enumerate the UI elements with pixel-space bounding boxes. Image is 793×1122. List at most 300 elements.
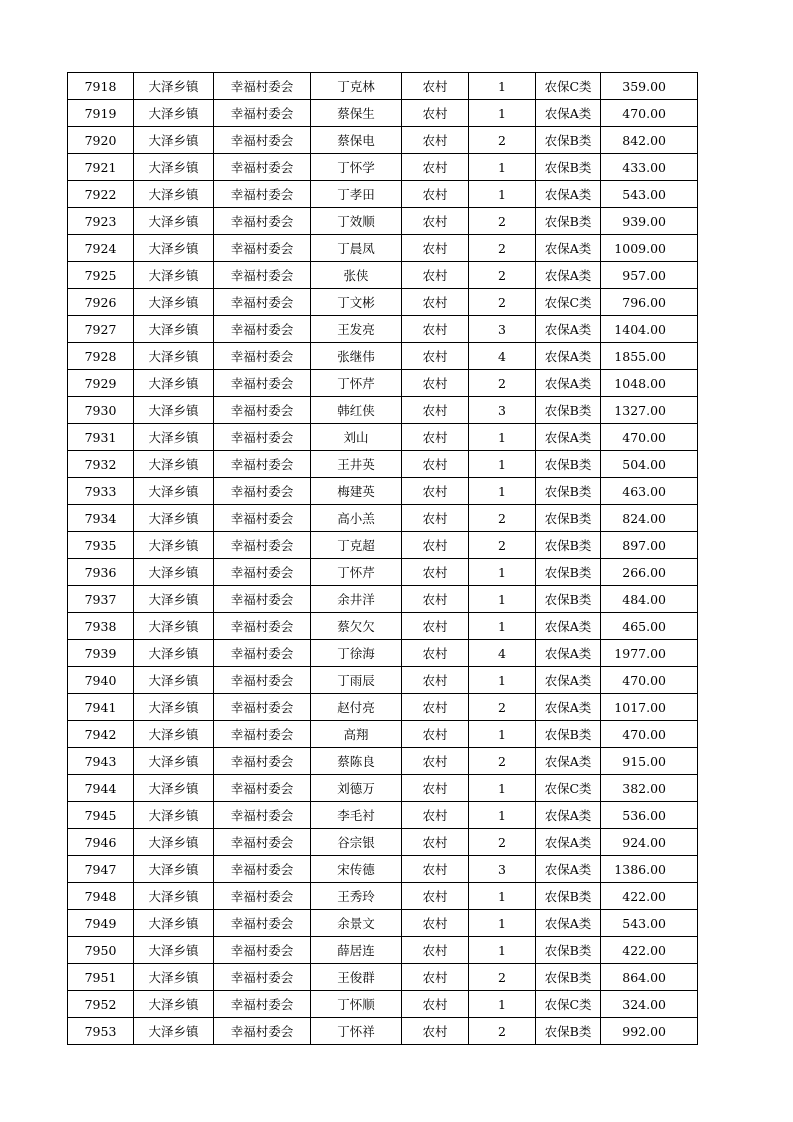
- person-name-cell: 蔡陈良: [311, 748, 402, 775]
- household-count-cell: 1: [469, 100, 536, 127]
- insurance-class-cell: 农保C类: [536, 991, 601, 1018]
- person-name-cell: 王俊群: [311, 964, 402, 991]
- township-cell: 大泽乡镇: [134, 532, 214, 559]
- household-count-cell: 1: [469, 559, 536, 586]
- person-name-cell: 高翔: [311, 721, 402, 748]
- residence-type-cell: 农村: [402, 424, 469, 451]
- village-committee-cell: 幸福村委会: [214, 586, 311, 613]
- insurance-class-cell: 农保A类: [536, 694, 601, 721]
- record-id-cell: 7944: [68, 775, 134, 802]
- person-name-cell: 刘德万: [311, 775, 402, 802]
- residence-type-cell: 农村: [402, 262, 469, 289]
- table-row: [68, 910, 698, 937]
- person-name-cell: 丁克林: [311, 73, 402, 100]
- township-cell: 大泽乡镇: [134, 1018, 214, 1045]
- village-committee-cell: 幸福村委会: [214, 154, 311, 181]
- amount-cell: 842.00: [601, 127, 698, 154]
- insurance-class-cell: 农保A类: [536, 910, 601, 937]
- person-name-cell: 张继伟: [311, 343, 402, 370]
- township-cell: 大泽乡镇: [134, 856, 214, 883]
- residence-type-cell: 农村: [402, 775, 469, 802]
- insurance-class-cell: 农保B类: [536, 451, 601, 478]
- household-count-cell: 2: [469, 262, 536, 289]
- person-name-cell: 薛居连: [311, 937, 402, 964]
- amount-cell: 957.00: [601, 262, 698, 289]
- residence-type-cell: 农村: [402, 802, 469, 829]
- person-name-cell: 丁徐海: [311, 640, 402, 667]
- household-count-cell: 2: [469, 964, 536, 991]
- amount-cell: 465.00: [601, 613, 698, 640]
- person-name-cell: 谷宗银: [311, 829, 402, 856]
- household-count-cell: 2: [469, 1018, 536, 1045]
- record-id-cell: 7925: [68, 262, 134, 289]
- insurance-class-cell: 农保B类: [536, 208, 601, 235]
- village-committee-cell: 幸福村委会: [214, 613, 311, 640]
- amount-cell: 1386.00: [601, 856, 698, 883]
- residence-type-cell: 农村: [402, 532, 469, 559]
- table-row: [68, 775, 698, 802]
- residence-type-cell: 农村: [402, 343, 469, 370]
- household-count-cell: 2: [469, 289, 536, 316]
- insurance-class-cell: 农保A类: [536, 424, 601, 451]
- amount-cell: 422.00: [601, 883, 698, 910]
- table-row: [68, 262, 698, 289]
- record-id-cell: 7940: [68, 667, 134, 694]
- amount-cell: 470.00: [601, 667, 698, 694]
- record-id-cell: 7947: [68, 856, 134, 883]
- person-name-cell: 丁怀芹: [311, 559, 402, 586]
- residence-type-cell: 农村: [402, 964, 469, 991]
- record-id-cell: 7951: [68, 964, 134, 991]
- record-id-cell: 7926: [68, 289, 134, 316]
- table-row: [68, 802, 698, 829]
- village-committee-cell: 幸福村委会: [214, 397, 311, 424]
- residence-type-cell: 农村: [402, 208, 469, 235]
- table-row: [68, 532, 698, 559]
- village-committee-cell: 幸福村委会: [214, 721, 311, 748]
- village-committee-cell: 幸福村委会: [214, 127, 311, 154]
- table-row: [68, 937, 698, 964]
- table-row: [68, 667, 698, 694]
- insurance-class-cell: 农保B类: [536, 154, 601, 181]
- household-count-cell: 1: [469, 721, 536, 748]
- record-id-cell: 7928: [68, 343, 134, 370]
- amount-cell: 915.00: [601, 748, 698, 775]
- person-name-cell: 余景文: [311, 910, 402, 937]
- record-id-cell: 7945: [68, 802, 134, 829]
- township-cell: 大泽乡镇: [134, 991, 214, 1018]
- amount-cell: 924.00: [601, 829, 698, 856]
- household-count-cell: 3: [469, 397, 536, 424]
- record-id-cell: 7919: [68, 100, 134, 127]
- table-row: [68, 235, 698, 262]
- insurance-class-cell: 农保A类: [536, 235, 601, 262]
- household-count-cell: 1: [469, 424, 536, 451]
- household-count-cell: 1: [469, 775, 536, 802]
- insurance-class-cell: 农保C类: [536, 775, 601, 802]
- record-id-cell: 7937: [68, 586, 134, 613]
- table-row: [68, 586, 698, 613]
- township-cell: 大泽乡镇: [134, 127, 214, 154]
- household-count-cell: 1: [469, 154, 536, 181]
- insurance-class-cell: 农保B类: [536, 964, 601, 991]
- township-cell: 大泽乡镇: [134, 343, 214, 370]
- insurance-class-cell: 农保C类: [536, 73, 601, 100]
- table-row: [68, 424, 698, 451]
- table-row: [68, 451, 698, 478]
- amount-cell: 796.00: [601, 289, 698, 316]
- person-name-cell: 王秀玲: [311, 883, 402, 910]
- record-id-cell: 7924: [68, 235, 134, 262]
- insurance-class-cell: 农保B类: [536, 532, 601, 559]
- table-row: [68, 964, 698, 991]
- record-id-cell: 7946: [68, 829, 134, 856]
- village-committee-cell: 幸福村委会: [214, 964, 311, 991]
- residence-type-cell: 农村: [402, 451, 469, 478]
- residence-type-cell: 农村: [402, 505, 469, 532]
- amount-cell: 382.00: [601, 775, 698, 802]
- insurance-class-cell: 农保B类: [536, 478, 601, 505]
- amount-cell: 504.00: [601, 451, 698, 478]
- table-row: [68, 883, 698, 910]
- records-table: [67, 72, 698, 1045]
- table-row: [68, 559, 698, 586]
- person-name-cell: 丁孝田: [311, 181, 402, 208]
- amount-cell: 324.00: [601, 991, 698, 1018]
- village-committee-cell: 幸福村委会: [214, 73, 311, 100]
- village-committee-cell: 幸福村委会: [214, 937, 311, 964]
- insurance-class-cell: 农保C类: [536, 289, 601, 316]
- table-row: [68, 181, 698, 208]
- person-name-cell: 李毛衬: [311, 802, 402, 829]
- table-row: [68, 100, 698, 127]
- household-count-cell: 2: [469, 208, 536, 235]
- amount-cell: 1855.00: [601, 343, 698, 370]
- amount-cell: 543.00: [601, 910, 698, 937]
- record-id-cell: 7943: [68, 748, 134, 775]
- household-count-cell: 2: [469, 748, 536, 775]
- table-row: [68, 1018, 698, 1045]
- person-name-cell: 宋传德: [311, 856, 402, 883]
- table-row: [68, 640, 698, 667]
- household-count-cell: 2: [469, 694, 536, 721]
- village-committee-cell: 幸福村委会: [214, 289, 311, 316]
- record-id-cell: 7941: [68, 694, 134, 721]
- household-count-cell: 1: [469, 937, 536, 964]
- amount-cell: 433.00: [601, 154, 698, 181]
- amount-cell: 484.00: [601, 586, 698, 613]
- household-count-cell: 2: [469, 235, 536, 262]
- person-name-cell: 余井洋: [311, 586, 402, 613]
- township-cell: 大泽乡镇: [134, 181, 214, 208]
- household-count-cell: 1: [469, 991, 536, 1018]
- township-cell: 大泽乡镇: [134, 748, 214, 775]
- village-committee-cell: 幸福村委会: [214, 667, 311, 694]
- record-id-cell: 7948: [68, 883, 134, 910]
- person-name-cell: 丁怀芹: [311, 370, 402, 397]
- village-committee-cell: 幸福村委会: [214, 451, 311, 478]
- village-committee-cell: 幸福村委会: [214, 316, 311, 343]
- record-id-cell: 7920: [68, 127, 134, 154]
- insurance-class-cell: 农保A类: [536, 829, 601, 856]
- amount-cell: 543.00: [601, 181, 698, 208]
- township-cell: 大泽乡镇: [134, 397, 214, 424]
- table-row: [68, 748, 698, 775]
- record-id-cell: 7942: [68, 721, 134, 748]
- household-count-cell: 1: [469, 181, 536, 208]
- table-row: [68, 478, 698, 505]
- amount-cell: 1009.00: [601, 235, 698, 262]
- residence-type-cell: 农村: [402, 181, 469, 208]
- amount-cell: 864.00: [601, 964, 698, 991]
- township-cell: 大泽乡镇: [134, 262, 214, 289]
- amount-cell: 1327.00: [601, 397, 698, 424]
- village-committee-cell: 幸福村委会: [214, 883, 311, 910]
- township-cell: 大泽乡镇: [134, 640, 214, 667]
- village-committee-cell: 幸福村委会: [214, 235, 311, 262]
- household-count-cell: 1: [469, 613, 536, 640]
- insurance-class-cell: 农保B类: [536, 721, 601, 748]
- household-count-cell: 1: [469, 910, 536, 937]
- table-row: [68, 208, 698, 235]
- insurance-class-cell: 农保A类: [536, 748, 601, 775]
- township-cell: 大泽乡镇: [134, 235, 214, 262]
- village-committee-cell: 幸福村委会: [214, 991, 311, 1018]
- person-name-cell: 张侠: [311, 262, 402, 289]
- village-committee-cell: 幸福村委会: [214, 343, 311, 370]
- person-name-cell: 梅建英: [311, 478, 402, 505]
- village-committee-cell: 幸福村委会: [214, 1018, 311, 1045]
- record-id-cell: 7930: [68, 397, 134, 424]
- residence-type-cell: 农村: [402, 748, 469, 775]
- person-name-cell: 蔡保电: [311, 127, 402, 154]
- record-id-cell: 7935: [68, 532, 134, 559]
- township-cell: 大泽乡镇: [134, 370, 214, 397]
- insurance-class-cell: 农保A类: [536, 343, 601, 370]
- person-name-cell: 丁怀顺: [311, 991, 402, 1018]
- amount-cell: 824.00: [601, 505, 698, 532]
- insurance-class-cell: 农保B类: [536, 883, 601, 910]
- record-id-cell: 7923: [68, 208, 134, 235]
- insurance-class-cell: 农保A类: [536, 262, 601, 289]
- township-cell: 大泽乡镇: [134, 559, 214, 586]
- table-row: [68, 721, 698, 748]
- record-id-cell: 7931: [68, 424, 134, 451]
- person-name-cell: 高小羔: [311, 505, 402, 532]
- amount-cell: 1977.00: [601, 640, 698, 667]
- residence-type-cell: 农村: [402, 235, 469, 262]
- household-count-cell: 2: [469, 127, 536, 154]
- household-count-cell: 1: [469, 667, 536, 694]
- person-name-cell: 蔡欠欠: [311, 613, 402, 640]
- village-committee-cell: 幸福村委会: [214, 100, 311, 127]
- township-cell: 大泽乡镇: [134, 316, 214, 343]
- amount-cell: 266.00: [601, 559, 698, 586]
- village-committee-cell: 幸福村委会: [214, 694, 311, 721]
- township-cell: 大泽乡镇: [134, 289, 214, 316]
- person-name-cell: 丁怀学: [311, 154, 402, 181]
- insurance-class-cell: 农保B类: [536, 559, 601, 586]
- table-row: [68, 343, 698, 370]
- village-committee-cell: 幸福村委会: [214, 505, 311, 532]
- township-cell: 大泽乡镇: [134, 667, 214, 694]
- township-cell: 大泽乡镇: [134, 478, 214, 505]
- person-name-cell: 刘山: [311, 424, 402, 451]
- table-row: [68, 856, 698, 883]
- township-cell: 大泽乡镇: [134, 721, 214, 748]
- township-cell: 大泽乡镇: [134, 829, 214, 856]
- township-cell: 大泽乡镇: [134, 937, 214, 964]
- record-id-cell: 7922: [68, 181, 134, 208]
- amount-cell: 1017.00: [601, 694, 698, 721]
- village-committee-cell: 幸福村委会: [214, 559, 311, 586]
- household-count-cell: 2: [469, 370, 536, 397]
- insurance-class-cell: 农保A类: [536, 802, 601, 829]
- table-row: [68, 289, 698, 316]
- residence-type-cell: 农村: [402, 154, 469, 181]
- table-row: [68, 397, 698, 424]
- household-count-cell: 2: [469, 829, 536, 856]
- amount-cell: 1048.00: [601, 370, 698, 397]
- household-count-cell: 3: [469, 316, 536, 343]
- record-id-cell: 7934: [68, 505, 134, 532]
- amount-cell: 536.00: [601, 802, 698, 829]
- insurance-class-cell: 农保A类: [536, 316, 601, 343]
- residence-type-cell: 农村: [402, 829, 469, 856]
- residence-type-cell: 农村: [402, 856, 469, 883]
- insurance-class-cell: 农保A类: [536, 181, 601, 208]
- household-count-cell: 4: [469, 343, 536, 370]
- township-cell: 大泽乡镇: [134, 910, 214, 937]
- table-row: [68, 505, 698, 532]
- township-cell: 大泽乡镇: [134, 964, 214, 991]
- person-name-cell: 韩红侠: [311, 397, 402, 424]
- insurance-class-cell: 农保A类: [536, 667, 601, 694]
- township-cell: 大泽乡镇: [134, 883, 214, 910]
- village-committee-cell: 幸福村委会: [214, 208, 311, 235]
- residence-type-cell: 农村: [402, 586, 469, 613]
- residence-type-cell: 农村: [402, 613, 469, 640]
- insurance-class-cell: 农保B类: [536, 505, 601, 532]
- residence-type-cell: 农村: [402, 883, 469, 910]
- person-name-cell: 丁晨凤: [311, 235, 402, 262]
- township-cell: 大泽乡镇: [134, 424, 214, 451]
- table-row: [68, 829, 698, 856]
- township-cell: 大泽乡镇: [134, 775, 214, 802]
- person-name-cell: 丁文彬: [311, 289, 402, 316]
- person-name-cell: 蔡保生: [311, 100, 402, 127]
- residence-type-cell: 农村: [402, 478, 469, 505]
- amount-cell: 1404.00: [601, 316, 698, 343]
- township-cell: 大泽乡镇: [134, 505, 214, 532]
- household-count-cell: 2: [469, 532, 536, 559]
- record-id-cell: 7921: [68, 154, 134, 181]
- insurance-class-cell: 农保A类: [536, 613, 601, 640]
- insurance-class-cell: 农保B类: [536, 127, 601, 154]
- person-name-cell: 丁怀祥: [311, 1018, 402, 1045]
- residence-type-cell: 农村: [402, 370, 469, 397]
- township-cell: 大泽乡镇: [134, 694, 214, 721]
- village-committee-cell: 幸福村委会: [214, 181, 311, 208]
- record-id-cell: 7932: [68, 451, 134, 478]
- household-count-cell: 1: [469, 451, 536, 478]
- residence-type-cell: 农村: [402, 721, 469, 748]
- household-count-cell: 1: [469, 586, 536, 613]
- village-committee-cell: 幸福村委会: [214, 856, 311, 883]
- amount-cell: 897.00: [601, 532, 698, 559]
- insurance-class-cell: 农保B类: [536, 937, 601, 964]
- residence-type-cell: 农村: [402, 910, 469, 937]
- residence-type-cell: 农村: [402, 100, 469, 127]
- township-cell: 大泽乡镇: [134, 73, 214, 100]
- village-committee-cell: 幸福村委会: [214, 775, 311, 802]
- insurance-class-cell: 农保B类: [536, 586, 601, 613]
- table-row: [68, 127, 698, 154]
- amount-cell: 939.00: [601, 208, 698, 235]
- person-name-cell: 丁雨辰: [311, 667, 402, 694]
- residence-type-cell: 农村: [402, 397, 469, 424]
- township-cell: 大泽乡镇: [134, 100, 214, 127]
- table-row: [68, 613, 698, 640]
- record-id-cell: 7952: [68, 991, 134, 1018]
- insurance-class-cell: 农保B类: [536, 1018, 601, 1045]
- amount-cell: 463.00: [601, 478, 698, 505]
- village-committee-cell: 幸福村委会: [214, 424, 311, 451]
- record-id-cell: 7949: [68, 910, 134, 937]
- household-count-cell: 4: [469, 640, 536, 667]
- amount-cell: 470.00: [601, 100, 698, 127]
- person-name-cell: 赵付亮: [311, 694, 402, 721]
- village-committee-cell: 幸福村委会: [214, 802, 311, 829]
- household-count-cell: 1: [469, 883, 536, 910]
- record-id-cell: 7939: [68, 640, 134, 667]
- amount-cell: 470.00: [601, 721, 698, 748]
- residence-type-cell: 农村: [402, 640, 469, 667]
- village-committee-cell: 幸福村委会: [214, 478, 311, 505]
- township-cell: 大泽乡镇: [134, 451, 214, 478]
- residence-type-cell: 农村: [402, 667, 469, 694]
- village-committee-cell: 幸福村委会: [214, 829, 311, 856]
- records-body: [68, 73, 698, 1045]
- table-row: [68, 316, 698, 343]
- village-committee-cell: 幸福村委会: [214, 640, 311, 667]
- residence-type-cell: 农村: [402, 937, 469, 964]
- amount-cell: 359.00: [601, 73, 698, 100]
- table-row: [68, 154, 698, 181]
- record-id-cell: 7936: [68, 559, 134, 586]
- village-committee-cell: 幸福村委会: [214, 262, 311, 289]
- village-committee-cell: 幸福村委会: [214, 532, 311, 559]
- person-name-cell: 丁效顺: [311, 208, 402, 235]
- amount-cell: 470.00: [601, 424, 698, 451]
- residence-type-cell: 农村: [402, 289, 469, 316]
- household-count-cell: 1: [469, 73, 536, 100]
- township-cell: 大泽乡镇: [134, 613, 214, 640]
- person-name-cell: 王发亮: [311, 316, 402, 343]
- amount-cell: 992.00: [601, 1018, 698, 1045]
- record-id-cell: 7918: [68, 73, 134, 100]
- residence-type-cell: 农村: [402, 316, 469, 343]
- residence-type-cell: 农村: [402, 73, 469, 100]
- insurance-class-cell: 农保A类: [536, 100, 601, 127]
- record-id-cell: 7938: [68, 613, 134, 640]
- township-cell: 大泽乡镇: [134, 586, 214, 613]
- insurance-class-cell: 农保A类: [536, 856, 601, 883]
- residence-type-cell: 农村: [402, 127, 469, 154]
- table-row: [68, 694, 698, 721]
- table-row: [68, 991, 698, 1018]
- insurance-class-cell: 农保A类: [536, 370, 601, 397]
